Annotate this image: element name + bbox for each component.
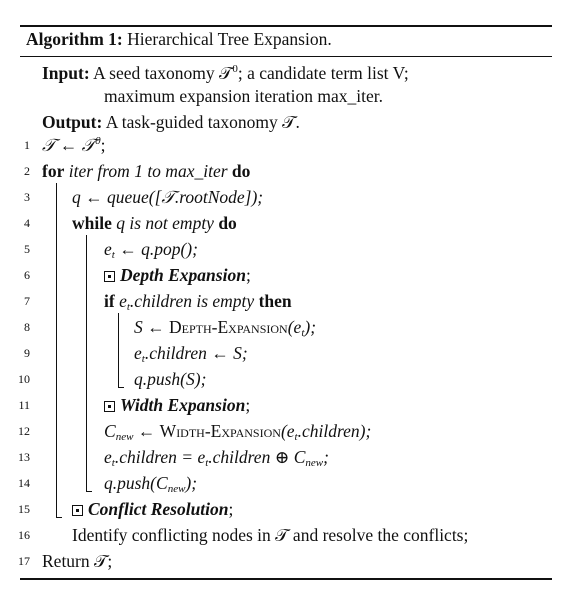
code-text: .children = e [114, 447, 206, 467]
code-text: (e [280, 421, 295, 441]
keyword-if: if [104, 291, 115, 311]
code-text: .children ← S; [144, 343, 248, 363]
code-sub: new [115, 431, 134, 443]
comment-box-icon [104, 401, 115, 412]
code-sub: new [167, 483, 186, 495]
code-text: ); [185, 473, 198, 493]
code-text: q.push(C [104, 473, 168, 493]
line-number: 12 [18, 424, 30, 438]
code-text: ; [245, 265, 251, 285]
keyword-then: then [258, 291, 292, 311]
code-line-13 [104, 446, 329, 468]
input-text-1b: ; a candidate term list V; [237, 63, 409, 83]
line-number: 11 [18, 398, 30, 412]
code-text: ; [100, 135, 106, 155]
code-sub: t [111, 457, 115, 469]
code-text: ; [228, 499, 234, 519]
caption-rule [20, 56, 552, 57]
code-sub: t [126, 301, 130, 313]
code-text: iter from 1 to max_iter [68, 161, 228, 181]
keyword-while: while [72, 213, 112, 233]
code-text: S ← [134, 317, 169, 337]
code-line-12 [104, 420, 371, 442]
output-text: A task-guided taxonomy 𝒯. [105, 112, 300, 132]
line-number: 13 [18, 450, 30, 464]
code-text: .children ⊕ C [208, 447, 306, 467]
code-text: q ← queue([𝒯.rootNode]); [72, 187, 264, 207]
line-number: 6 [24, 268, 30, 282]
code-text: (e [287, 317, 302, 337]
for-block-bar [56, 183, 57, 517]
code-text: e [104, 447, 112, 467]
comment-text: Width Expansion [120, 395, 246, 415]
line-number: 10 [18, 372, 30, 386]
code-line-10 [134, 368, 206, 390]
code-text: q is not empty [116, 213, 214, 233]
bottom-rule [20, 578, 552, 580]
code-text: e [119, 291, 127, 311]
comment-box-icon [72, 505, 83, 516]
line-number: 9 [24, 346, 30, 360]
code-line-5 [104, 238, 198, 260]
while-block-hook [86, 491, 92, 492]
code-sub: t [141, 353, 145, 365]
code-line-14 [104, 472, 197, 494]
code-line-3 [72, 186, 263, 208]
code-line-15 [72, 498, 233, 520]
line-number: 14 [18, 476, 30, 490]
input-label: Input: [42, 63, 90, 83]
function-name: Depth-Expansion [169, 317, 288, 337]
code-sub: t [294, 431, 298, 443]
function-name: Width-Expansion [159, 421, 281, 441]
input-text-2: maximum expansion iteration max_iter. [104, 86, 383, 106]
code-line-17 [42, 550, 112, 572]
input-text-1: A seed taxonomy 𝒯 [93, 63, 233, 83]
comment-text: Depth Expansion [120, 265, 246, 285]
code-text: Return 𝒯; [42, 551, 113, 571]
code-line-4 [72, 212, 237, 234]
code-text: .children is empty [129, 291, 255, 311]
code-text: C [104, 421, 116, 441]
input-line-1 [42, 62, 409, 84]
for-block-hook [56, 517, 62, 518]
code-line-6 [104, 264, 251, 286]
output-label: Output: [42, 112, 103, 132]
line-number: 16 [18, 528, 30, 542]
while-block-bar [86, 235, 87, 491]
top-rule [20, 25, 552, 27]
code-line-16 [72, 524, 468, 546]
code-text: ← [133, 421, 160, 441]
keyword-for: for [42, 161, 65, 181]
code-line-1 [42, 134, 105, 156]
line-number: 7 [24, 294, 30, 308]
line-number: 3 [24, 190, 30, 204]
code-text: Identify conflicting nodes in 𝒯 and resolve the conflicts; [72, 525, 469, 545]
code-text: 𝒯 ← 𝒯 [42, 135, 96, 155]
comment-text: Conflict Resolution [88, 499, 229, 519]
input-line-2 [104, 85, 383, 107]
line-number: 4 [24, 216, 30, 230]
code-text: q.push(S); [134, 369, 207, 389]
code-text: ; [245, 395, 251, 415]
line-number: 1 [24, 138, 30, 152]
code-line-11 [104, 394, 250, 416]
code-text: ← q.pop(); [114, 239, 198, 259]
code-sup: 0 [95, 135, 101, 147]
caption-label: Algorithm 1: [26, 29, 123, 49]
code-line-8 [134, 316, 316, 338]
code-text: ); [304, 317, 317, 337]
keyword-do: do [231, 161, 251, 181]
if-block-bar [118, 313, 119, 387]
output-line [42, 111, 300, 133]
line-number: 8 [24, 320, 30, 334]
code-sub: new [305, 457, 324, 469]
line-number: 5 [24, 242, 30, 256]
caption-title: Hierarchical Tree Expansion. [127, 29, 332, 49]
line-number: 15 [18, 502, 30, 516]
code-line-7 [104, 290, 292, 312]
code-line-9 [134, 342, 248, 364]
code-line-2 [42, 160, 250, 182]
algorithm-caption [26, 29, 332, 50]
if-block-hook [118, 387, 124, 388]
line-number: 17 [18, 554, 30, 568]
line-number: 2 [24, 164, 30, 178]
code-text: e [104, 239, 112, 259]
code-text: .children); [297, 421, 372, 441]
code-sub: t [301, 327, 305, 339]
code-sub: t [111, 249, 115, 261]
comment-box-icon [104, 271, 115, 282]
code-text: e [134, 343, 142, 363]
code-sub: t [205, 457, 209, 469]
code-text: ; [323, 447, 329, 467]
input-sup: 0 [232, 63, 238, 75]
keyword-do: do [218, 213, 237, 233]
